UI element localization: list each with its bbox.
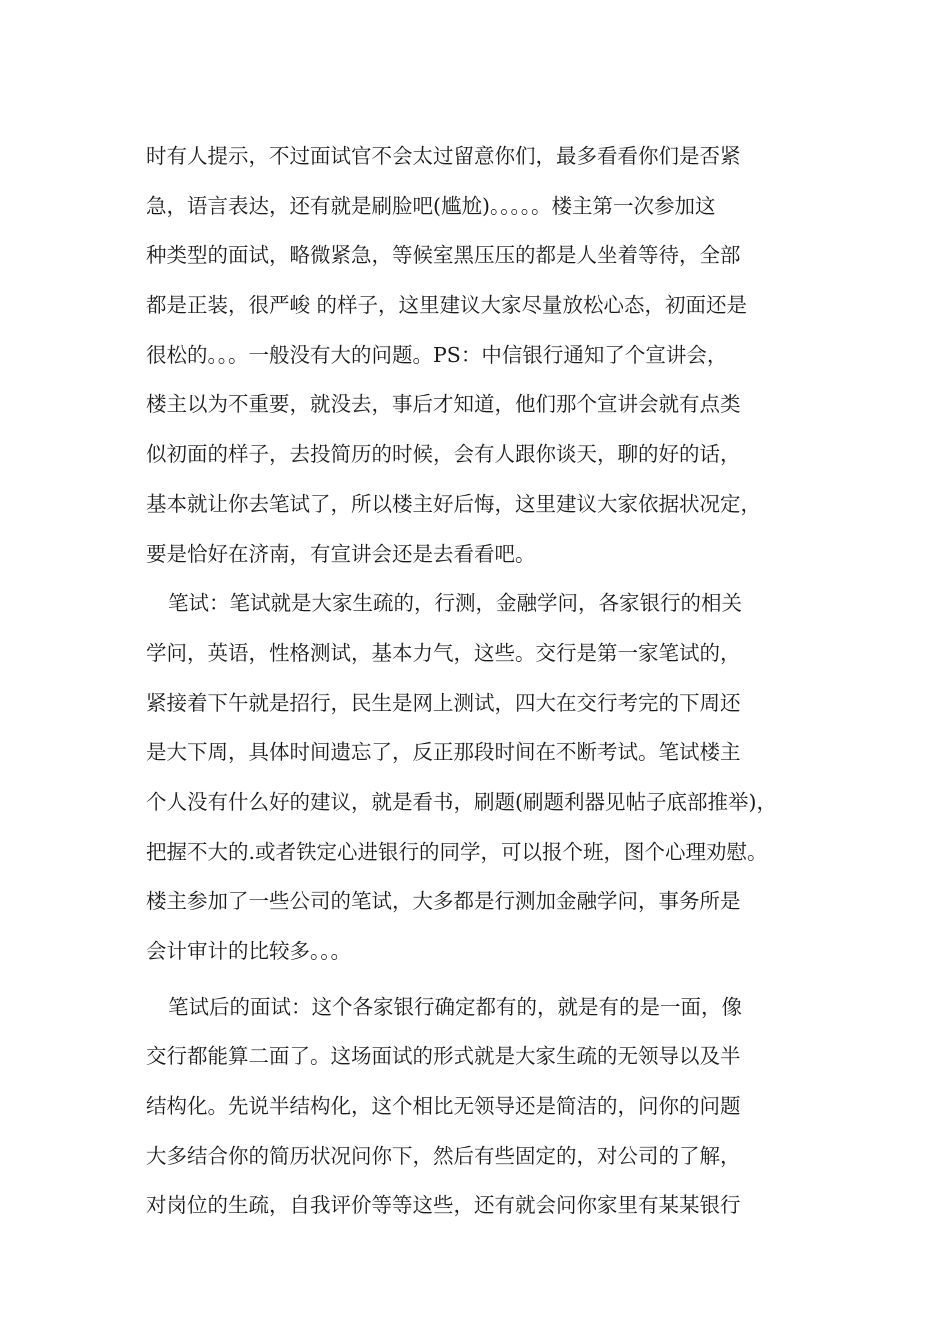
body-text (146, 132, 826, 1231)
paragraph-start-line: 笔试后的面试：这个各家银行确定都有的，就是有的是一面，像 (168, 994, 742, 1019)
text-line: 急，语言表达，还有就是刷脸吧(尴尬)。。。。。楼主第一次参加这 (146, 193, 716, 218)
text-line: 是大下周，具体时间遗忘了，反正那段时间在不断考试。笔试楼主 (146, 740, 741, 765)
text-line: 把握不大的.或者铁定心进银行的同学，可以报个班，图个心理劝慰。 (146, 839, 768, 864)
text-line: 都是正装，很严峻 的样子，这里建议大家尽量放松心态，初面还是 (146, 293, 748, 318)
text-line: 种类型的面试，略微紧急，等候室黑压压的都是人坐着等待，全部 (146, 243, 741, 268)
text-line: 会计审计的比较多。。。 (146, 939, 351, 963)
text-line: 时有人提示，不过面试官不会太过留意你们，最多看看你们是否紧 (146, 144, 741, 168)
text-line: 楼主参加了一些公司的笔试，大多都是行测加金融学问，事务所是 (146, 889, 741, 914)
text-line: 要是恰好在济南，有宣讲会还是去看看吧。 (146, 541, 536, 566)
text-line: 似初面的样子，去投简历的时候，会有人跟你谈天，聊的好的话， (146, 442, 741, 467)
text-line: 基本就让你去笔试了，所以楼主好后悔，这里建议大家依据状况定， (146, 491, 761, 516)
paragraph-start-line: 笔试：笔试就是大家生疏的，行测，金融学问，各家银行的相关 (168, 591, 742, 616)
text-line: 紧接着下午就是招行，民生是网上测试，四大在交行考完的下周还 (146, 690, 741, 715)
text-line: 对岗位的生疏，自我评价等等这些，还有就会问你家里有某某银行 (146, 1193, 741, 1218)
text-line: 个人没有什么好的建议，就是看书，刷题(刷题利器见帖子底部推举)， (146, 789, 777, 814)
text-line: 交行都能算二面了。这场面试的形式就是大家生疏的无领导以及半 (146, 1044, 741, 1069)
text-line: 很松的。。。一般没有大的问题。PS：中信银行通知了个宣讲会， (146, 342, 728, 367)
text-line: 楼主以为不重要，就没去，事后才知道，他们那个宣讲会就有点类 (146, 392, 741, 417)
text-line: 结构化。先说半结构化，这个相比无领导还是简洁的，问你的问题 (146, 1094, 741, 1119)
text-line: 学问，英语，性格测试，基本力气，这些。交行是第一家笔试的， (146, 640, 741, 665)
text-line: 大多结合你的简历状况问你下，然后有些固定的，对公司的了解， (146, 1143, 741, 1168)
